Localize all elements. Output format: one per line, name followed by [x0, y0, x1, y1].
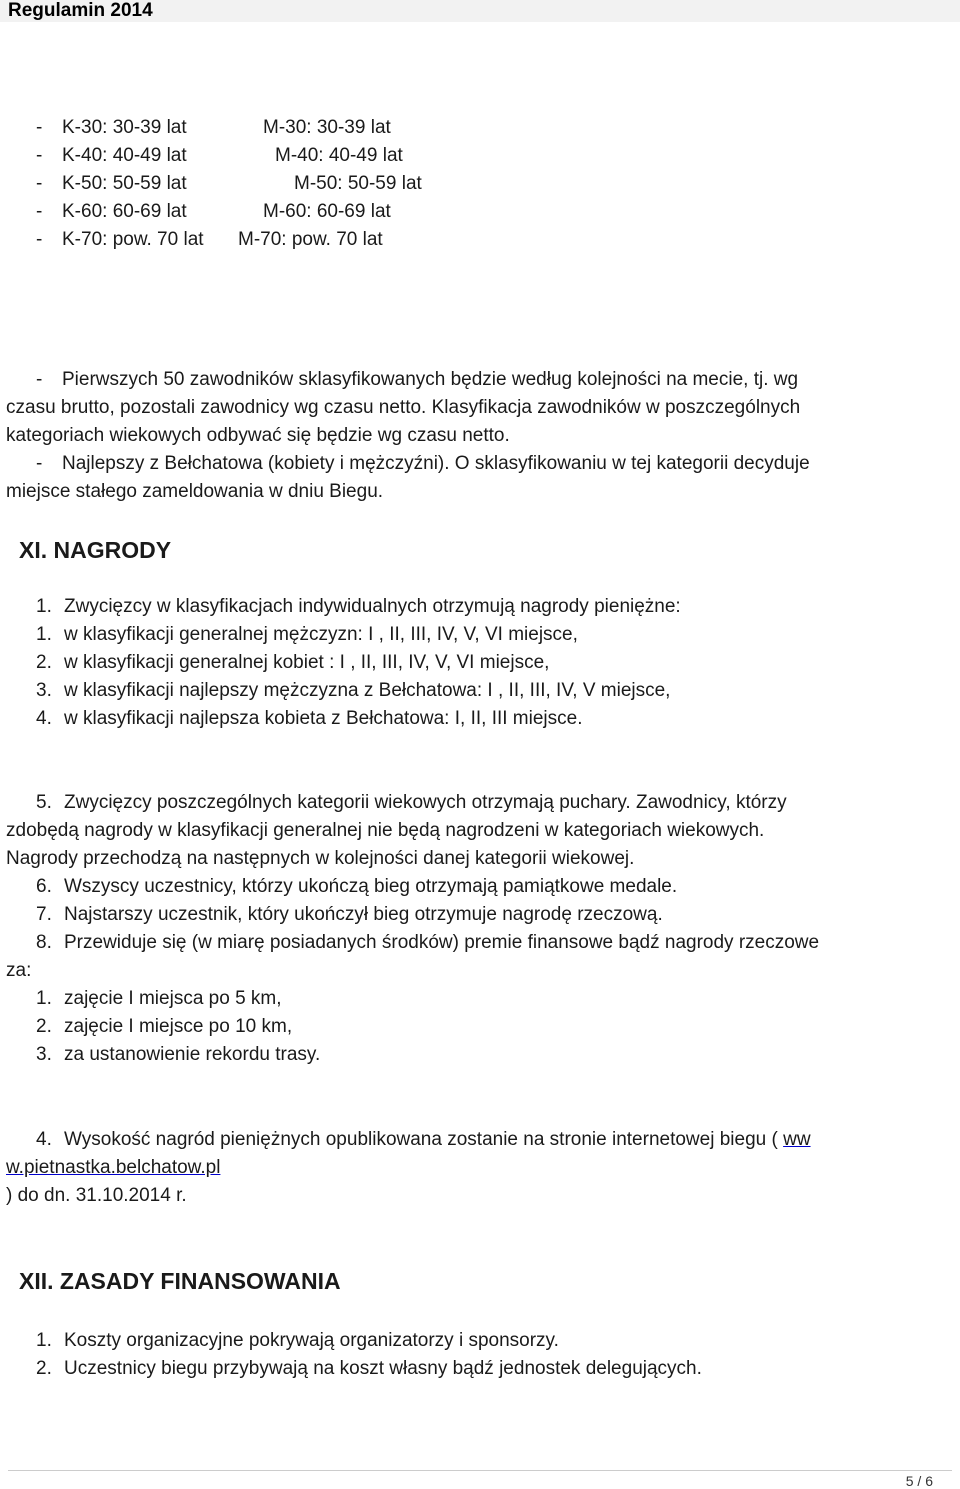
- paragraph-line: Pierwszych 50 zawodników sklasyfikowanych będzie według kolejności na mecie, tj. wg: [62, 369, 799, 390]
- list-number: 3.: [36, 1044, 52, 1065]
- list-item: Koszty organizacyjne pokrywają organizatorzy i sponsorzy.: [64, 1330, 559, 1351]
- list-item: w klasyfikacji generalnej mężczyzn: I , II, III, IV, V, VI miejsce,: [64, 624, 578, 645]
- category-m40: M-40: 40-49 lat: [275, 145, 403, 166]
- list-number: 5.: [36, 792, 52, 813]
- document-title: Regulamin 2014: [8, 0, 153, 21]
- list-item: Zwycięzcy poszczególnych kategorii wiekowych otrzymają puchary. Zawodnicy, którzy: [64, 792, 787, 813]
- category-m60: M-60: 60-69 lat: [263, 201, 391, 222]
- list-dash: -: [36, 117, 43, 138]
- list-item: za ustanowienie rekordu trasy.: [64, 1044, 321, 1065]
- prize-info-text: Wysokość nagród pieniężnych opublikowana zostanie na stronie internetowej biegu (: [64, 1129, 778, 1150]
- list-item: zajęcie I miejsce po 10 km,: [64, 1016, 293, 1037]
- paragraph-line: ) do dn. 31.10.2014 r.: [6, 1185, 187, 1206]
- list-number: 4.: [36, 1129, 52, 1150]
- page-number: 5 / 6: [905, 1473, 933, 1489]
- list-dash: -: [36, 369, 43, 390]
- paragraph-line: za:: [6, 960, 32, 981]
- list-number: 6.: [36, 876, 52, 897]
- list-dash: -: [36, 453, 43, 474]
- list-number: 8.: [36, 932, 52, 953]
- category-k30: K-30: 30-39 lat: [62, 117, 187, 138]
- paragraph-line: miejsce stałego zameldowania w dniu Biegu.: [6, 481, 384, 502]
- category-k70: K-70: pow. 70 lat: [62, 229, 204, 250]
- paragraph-line: [6, 1157, 220, 1179]
- list-item: w klasyfikacji najlepszy mężczyzna z Bełchatowa: I , II, III, IV, V miejsce,: [64, 680, 671, 701]
- list-item: Przewiduje się (w miarę posiadanych środków) premie finansowe bądź nagrody rzeczowe: [64, 932, 820, 953]
- list-dash: -: [36, 201, 43, 222]
- race-website-link[interactable]: w.pietnastka.belchatow.pl: [6, 1157, 221, 1178]
- list-item: Zwycięzcy w klasyfikacjach indywidualnych otrzymują nagrody pieniężne:: [64, 596, 681, 617]
- list-item: w klasyfikacji generalnej kobiet : I , II, III, IV, V, VI miejsce,: [64, 652, 550, 673]
- section-heading-finansowanie: XII. ZASADY FINANSOWANIA: [19, 1268, 341, 1294]
- list-number: 2.: [36, 652, 52, 673]
- list-number: 1.: [36, 624, 52, 645]
- list-number: 1.: [36, 1330, 52, 1351]
- list-dash: -: [36, 145, 43, 166]
- list-item: Najstarszy uczestnik, który ukończył bieg otrzymuje nagrodę rzeczową.: [64, 904, 663, 925]
- footer-divider: [8, 1470, 952, 1471]
- category-m70: M-70: pow. 70 lat: [238, 229, 383, 250]
- list-number: 3.: [36, 680, 52, 701]
- list-number: 1.: [36, 988, 52, 1009]
- list-number: 1.: [36, 596, 52, 617]
- category-m50: M-50: 50-59 lat: [294, 173, 422, 194]
- paragraph-line: kategoriach wiekowych odbywać się będzie wg czasu netto.: [6, 425, 510, 446]
- category-k60: K-60: 60-69 lat: [62, 201, 187, 222]
- list-item: [64, 1129, 811, 1151]
- category-k40: K-40: 40-49 lat: [62, 145, 187, 166]
- category-m30: M-30: 30-39 lat: [263, 117, 391, 138]
- list-number: 7.: [36, 904, 52, 925]
- list-item: zajęcie I miejsca po 5 km,: [64, 988, 282, 1009]
- list-number: 2.: [36, 1358, 52, 1379]
- list-dash: -: [36, 173, 43, 194]
- paragraph-line: zdobędą nagrody w klasyfikacji generalnej nie będą nagrodzeni w kategoriach wiekowych.: [6, 820, 765, 841]
- paragraph-line: Najlepszy z Bełchatowa (kobiety i mężczyźni). O sklasyfikowaniu w tej kategorii decyduje: [62, 453, 810, 474]
- list-item: Wszyscy uczestnicy, którzy ukończą bieg otrzymają pamiątkowe medale.: [64, 876, 678, 897]
- list-number: 4.: [36, 708, 52, 729]
- paragraph-line: Nagrody przechodzą na następnych w kolejności danej kategorii wiekowej.: [6, 848, 635, 869]
- list-item: w klasyfikacji najlepsza kobieta z Bełchatowa: I, II, III miejsce.: [64, 708, 583, 729]
- list-number: 2.: [36, 1016, 52, 1037]
- list-dash: -: [36, 229, 43, 250]
- page-header: [0, 0, 960, 22]
- section-heading-nagrody: XI. NAGRODY: [19, 537, 172, 563]
- paragraph-line: czasu brutto, pozostali zawodnicy wg czasu netto. Klasyfikacja zawodników w poszczególnych: [6, 397, 801, 418]
- race-website-link[interactable]: ww: [783, 1129, 811, 1150]
- category-k50: K-50: 50-59 lat: [62, 173, 187, 194]
- list-item: Uczestnicy biegu przybywają na koszt własny bądź jednostek delegujących.: [64, 1358, 702, 1379]
